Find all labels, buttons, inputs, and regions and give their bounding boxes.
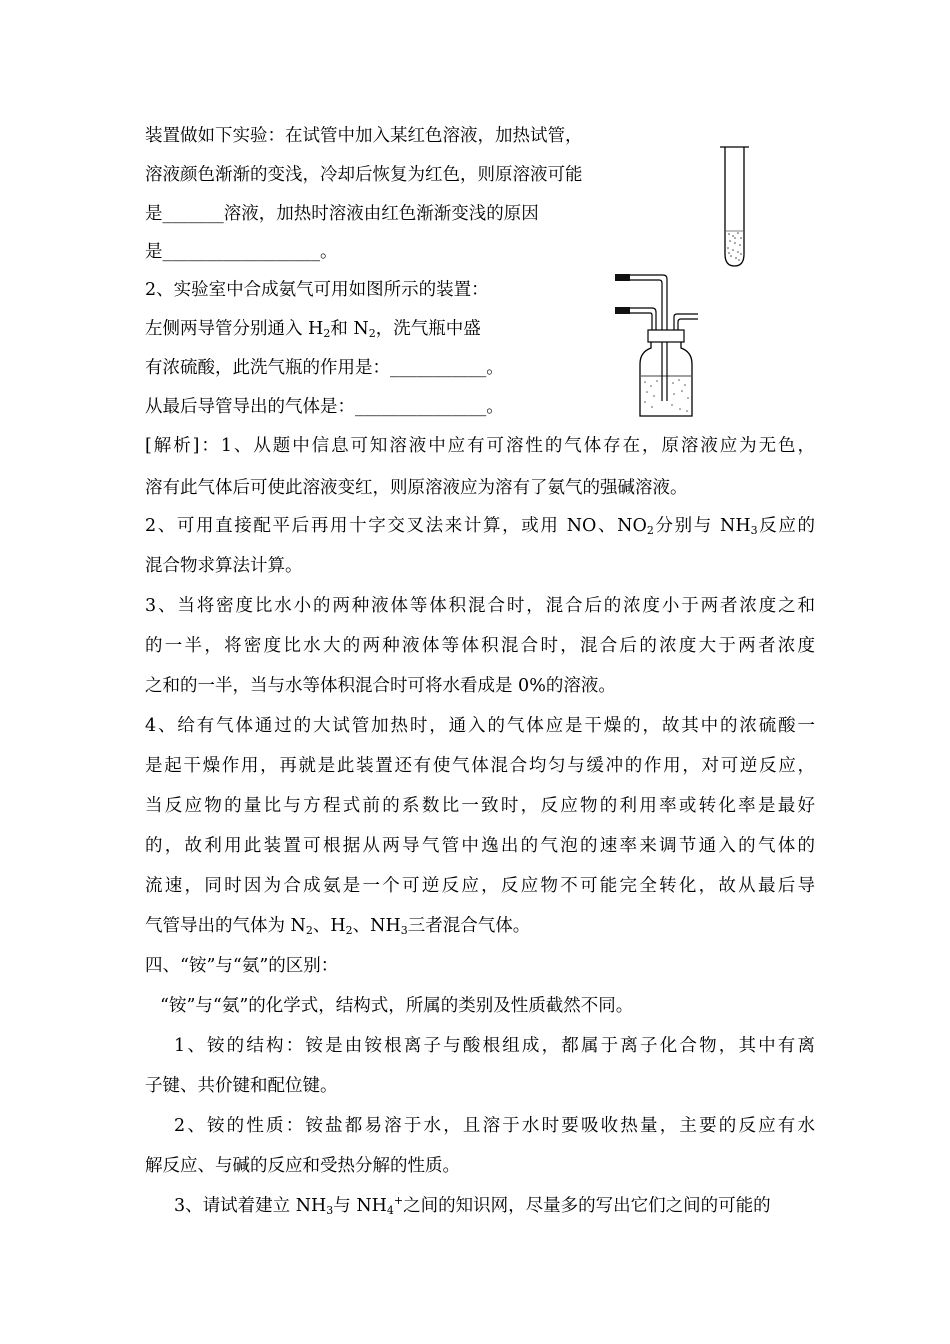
analysis-line-6: 的一半，将密度比水大的两种液体等体积混合时，混合后的浓度大于两者浓度 xyxy=(145,636,815,656)
gas-washing-bottle-figure xyxy=(612,270,702,420)
q1-line-3: 是_______溶液，加热时溶液由红色渐渐变浅的原因 xyxy=(145,204,539,224)
analysis-line-4: 混合物求算法计算。 xyxy=(145,556,303,576)
section4-p2-line-2: 解反应、与碱的反应和受热分解的性质。 xyxy=(145,1156,460,1176)
q2-line-4: 从最后导管导出的气体是：_______________。 xyxy=(145,397,504,417)
analysis-line-8: 4、给有气体通过的大试管加热时，通入的气体应是干燥的，故其中的浓硫酸一 xyxy=(145,716,815,736)
q1-line-4: 是__________________。 xyxy=(145,242,338,262)
q2-line-1: 2、实验室中合成氨气可用如图所示的装置： xyxy=(145,280,489,300)
analysis-line-11: 的，故利用此装置可根据从两导气管中逸出的气泡的速率来调节通入的气体的 xyxy=(145,836,815,856)
section4-intro: “铵”与“氨”的化学式，结构式，所属的类别及性质截然不同。 xyxy=(160,996,634,1016)
section4-p2-line-1: 2、铵的性质：铵盐都易溶于水，且溶于水时要吸收热量，主要的反应有水 xyxy=(174,1116,815,1136)
analysis-line-7: 之和的一半，当与水等体积混合时可将水看成是 0%的溶液。 xyxy=(145,676,616,696)
analysis-line-2: 溶有此气体后可使此溶液变红，则原溶液应为溶有了氨气的强碱溶液。 xyxy=(145,478,688,498)
analysis-line-1: [解析]：1、从题中信息可知溶液中应有可溶性的气体存在，原溶液应为无色， xyxy=(145,436,815,456)
q1-line-1: 装置做如下实验：在试管中加入某红色溶液，加热试管， xyxy=(145,126,583,146)
analysis-line-3: 2、可用直接配平后再用十字交叉法来计算，或用 NO、$NO_2$分别与 $NH_3$反应的 xyxy=(145,516,816,537)
q2-line-3: 有浓硫酸，此洗气瓶的作用是：___________。 xyxy=(145,358,504,378)
analysis-line-9: 是起干燥作用，再就是此装置还有使气体混合均匀与缓冲的作用，对可逆反应， xyxy=(145,756,815,776)
section4-p1-line-1: 1、铵的结构：铵是由铵根离子与酸根组成，都属于离子化合物，其中有离 xyxy=(174,1036,815,1056)
section4-p1-line-2: 子键、共价键和配位键。 xyxy=(145,1076,338,1096)
q2-line-2: 左侧两导管分别通入 $H_2$和 $N_2$，洗气瓶中盛 xyxy=(145,319,481,340)
analysis-line-5: 3、当将密度比水小的两种液体等体积混合时，混合后的浓度小于两者浓度之和 xyxy=(145,596,815,616)
section4-p3-line-1: 3、请试着建立 $NH_3$与 $NH_4^+$之间的知识网，尽量多的写出它们之间的可能的 xyxy=(174,1194,771,1217)
section4-title: 四、“铵”与“氨”的区别： xyxy=(145,956,339,976)
q1-line-2: 溶液颜色渐渐的变浅，冷却后恢复为红色，则原溶液可能 xyxy=(145,165,583,185)
test-tube-figure xyxy=(718,142,752,270)
analysis-line-12: 流速，同时因为合成氨是一个可逆反应，反应物不可能完全转化，故从最后导 xyxy=(145,876,815,896)
analysis-line-10: 当反应物的量比与方程式前的系数比一致时，反应物的利用率或转化率是最好 xyxy=(145,796,815,816)
analysis-line-13: 气管导出的气体为 $N_2$、$H_2$、$NH_3$三者混合气体。 xyxy=(145,916,531,937)
